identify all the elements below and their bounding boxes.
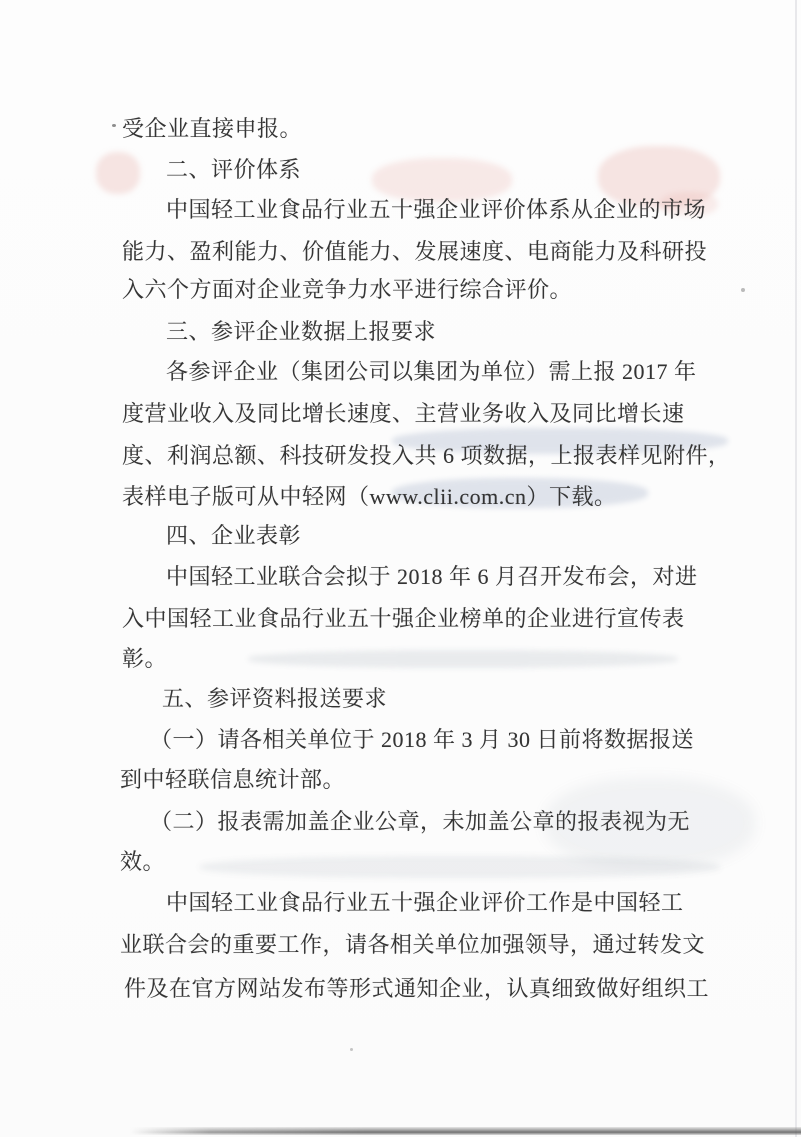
body-line: 中国轻工业食品行业五十强企业评价体系从企业的市场 <box>166 197 707 222</box>
body-line: 受企业直接申报。 <box>122 116 303 141</box>
body-line: 能力、盈利能力、价值能力、发展速度、电商能力及科研投 <box>122 239 708 264</box>
body-line: 度、利润总额、科技研发投入共 6 项数据，上报表样见附件， <box>122 443 731 468</box>
section-heading-2: 二、评价体系 <box>166 157 302 182</box>
section-heading-3: 三、参评企业数据上报要求 <box>166 319 437 344</box>
body-line: 度营业收入及同比增长速度、主营业务收入及同比增长速 <box>122 401 685 426</box>
scan-right-edge-line <box>795 0 797 1137</box>
body-line: 中国轻工业联合会拟于 2018 年 6 月召开发布会，对进 <box>166 564 698 589</box>
body-line: 件及在官方网站发布等形式通知企业，认真细致做好组织工 <box>124 976 710 1001</box>
section-heading-5: 五、参评资料报送要求 <box>162 686 388 711</box>
body-line: 中国轻工业食品行业五十强企业评价工作是中国轻工 <box>166 890 684 915</box>
body-line: 入六个方面对企业竞争力水平进行综合评价。 <box>122 277 573 302</box>
body-line: 入中国轻工业食品行业五十强企业榜单的企业进行宣传表 <box>122 606 685 631</box>
body-line: （二）报表需加盖企业公章，未加盖公章的报表视为无 <box>150 809 691 834</box>
body-line: 业联合会的重要工作，请各相关单位加强领导，通过转发文 <box>120 932 706 957</box>
body-line: 各参评企业（集团公司以集团为单位）需上报 2017 年 <box>166 359 697 384</box>
scan-bottom-edge-band <box>130 1127 801 1135</box>
scan-speck <box>112 124 116 127</box>
section-heading-4: 四、企业表彰 <box>166 523 302 548</box>
body-line: 到中轻联信息统计部。 <box>120 767 346 792</box>
body-line: 效。 <box>120 849 166 874</box>
body-line: （一）请各相关单位于 2018 年 3 月 30 日前将数据报送 <box>150 727 695 752</box>
scan-speck <box>350 1048 353 1051</box>
bleed-through-smudge <box>96 152 140 194</box>
bleed-through-smudge <box>200 856 720 878</box>
body-line: 彰。 <box>122 646 168 671</box>
bleed-through-smudge <box>248 650 678 668</box>
scan-speck <box>741 288 745 292</box>
body-line: 表样电子版可从中轻网（www.clii.com.cn）下载。 <box>122 484 617 509</box>
